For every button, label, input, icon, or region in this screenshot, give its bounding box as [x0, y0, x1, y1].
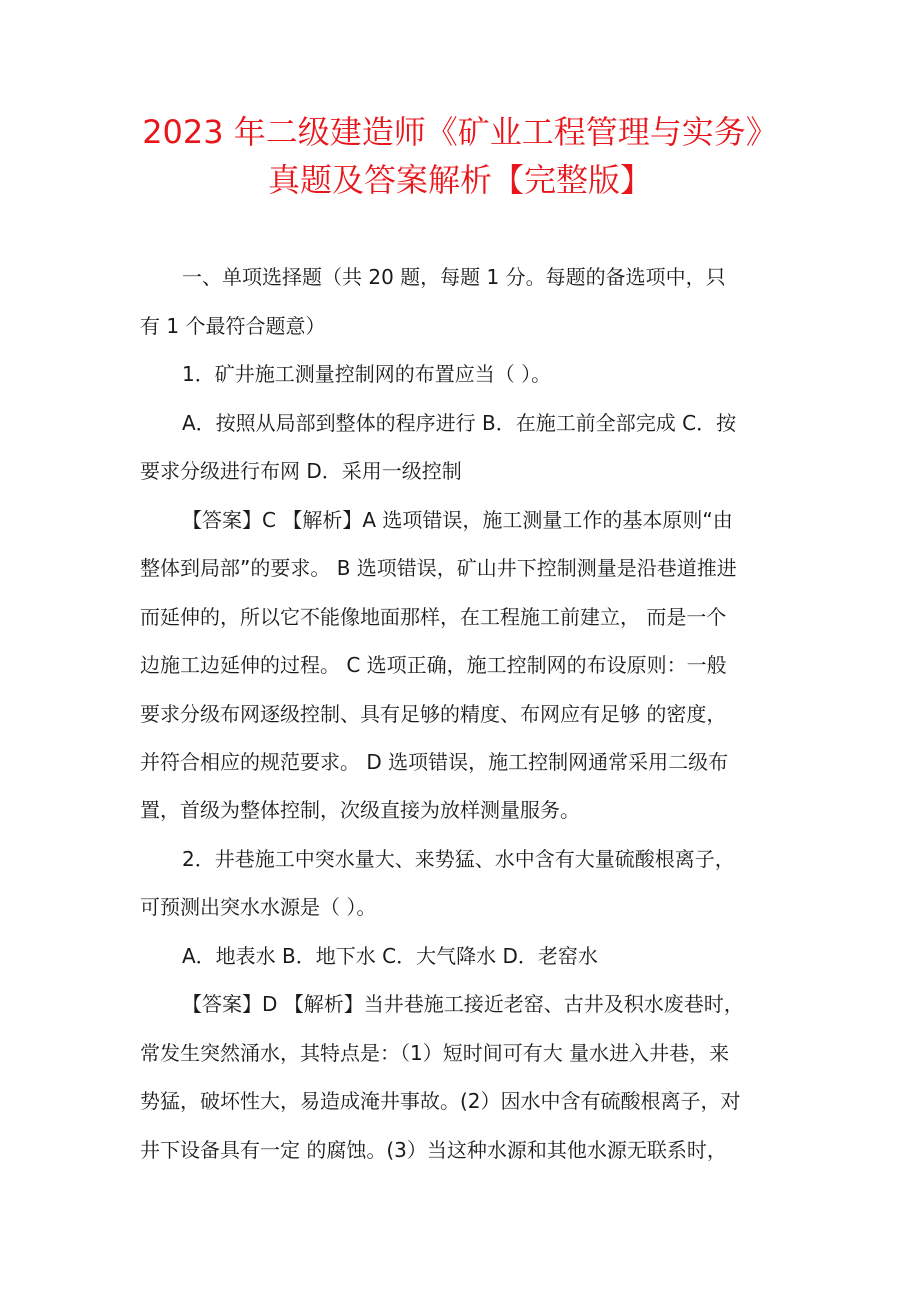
- question-2-options: A．地表水 B．地下水 C．大气降水 D．老窑水: [182, 944, 598, 968]
- answer-1-line: 置，首级为整体控制，次级直接为放样测量服务。: [140, 798, 580, 822]
- section-heading: 一、单项选择题（共 20 题，每题 1 分。每题的备选项中，只: [182, 265, 726, 289]
- answer-1-line: 边施工边延伸的过程。 C 选项正确，施工控制网的布设原则：一般: [140, 653, 727, 677]
- answer-2-line: 势猛，破坏性大，易造成淹井事故。(2）因水中含有硫酸根离子，对: [140, 1089, 741, 1113]
- question-1-options: A．按照从局部到整体的程序进行 B．在施工前全部完成 C．按: [182, 411, 737, 435]
- answer-2-line: 常发生突然涌水，其特点是：（1）短时间可有大 量水进入井巷，来: [140, 1041, 730, 1065]
- answer-1-line: 而延伸的，所以它不能像地面那样，在工程施工前建立， 而是一个: [140, 605, 727, 629]
- question-1: 1．矿井施工测量控制网的布置应当（ ）。: [182, 362, 552, 386]
- answer-2-line: 井下设备具有一定 的腐蚀。(3）当这种水源和其他水源无联系时，: [140, 1138, 727, 1162]
- section-heading-cont: 有 1 个最符合题意）: [140, 314, 326, 338]
- question-2-cont: 可预测出突水水源是（ ）。: [140, 895, 377, 919]
- document-title-line-1: 2023 年二级建造师《矿业工程管理与实务》: [142, 113, 778, 151]
- answer-1-line: 整体到局部”的要求。 B 选项错误，矿山井下控制测量是沿巷道推进: [140, 556, 737, 580]
- answer-1-line: 并符合相应的规范要求。 D 选项错误，施工控制网通常采用二级布: [140, 750, 729, 774]
- question-1-options-cont: 要求分级进行布网 D．采用一级控制: [140, 459, 462, 483]
- document-title-line-2: 真题及答案解析【完整版】: [267, 161, 652, 199]
- answer-2: 【答案】D 【解析】当井巷施工接近老窑、古井及积水废巷时，: [182, 992, 744, 1016]
- answer-1: 【答案】C 【解析】A 选项错误，施工测量工作的基本原则“由: [182, 508, 733, 532]
- question-2: 2．井巷施工中突水量大、来势猛、水中含有大量硫酸根离子，: [182, 847, 735, 871]
- answer-1-line: 要求分级布网逐级控制、具有足够的精度、布网应有足够 的密度，: [140, 702, 727, 726]
